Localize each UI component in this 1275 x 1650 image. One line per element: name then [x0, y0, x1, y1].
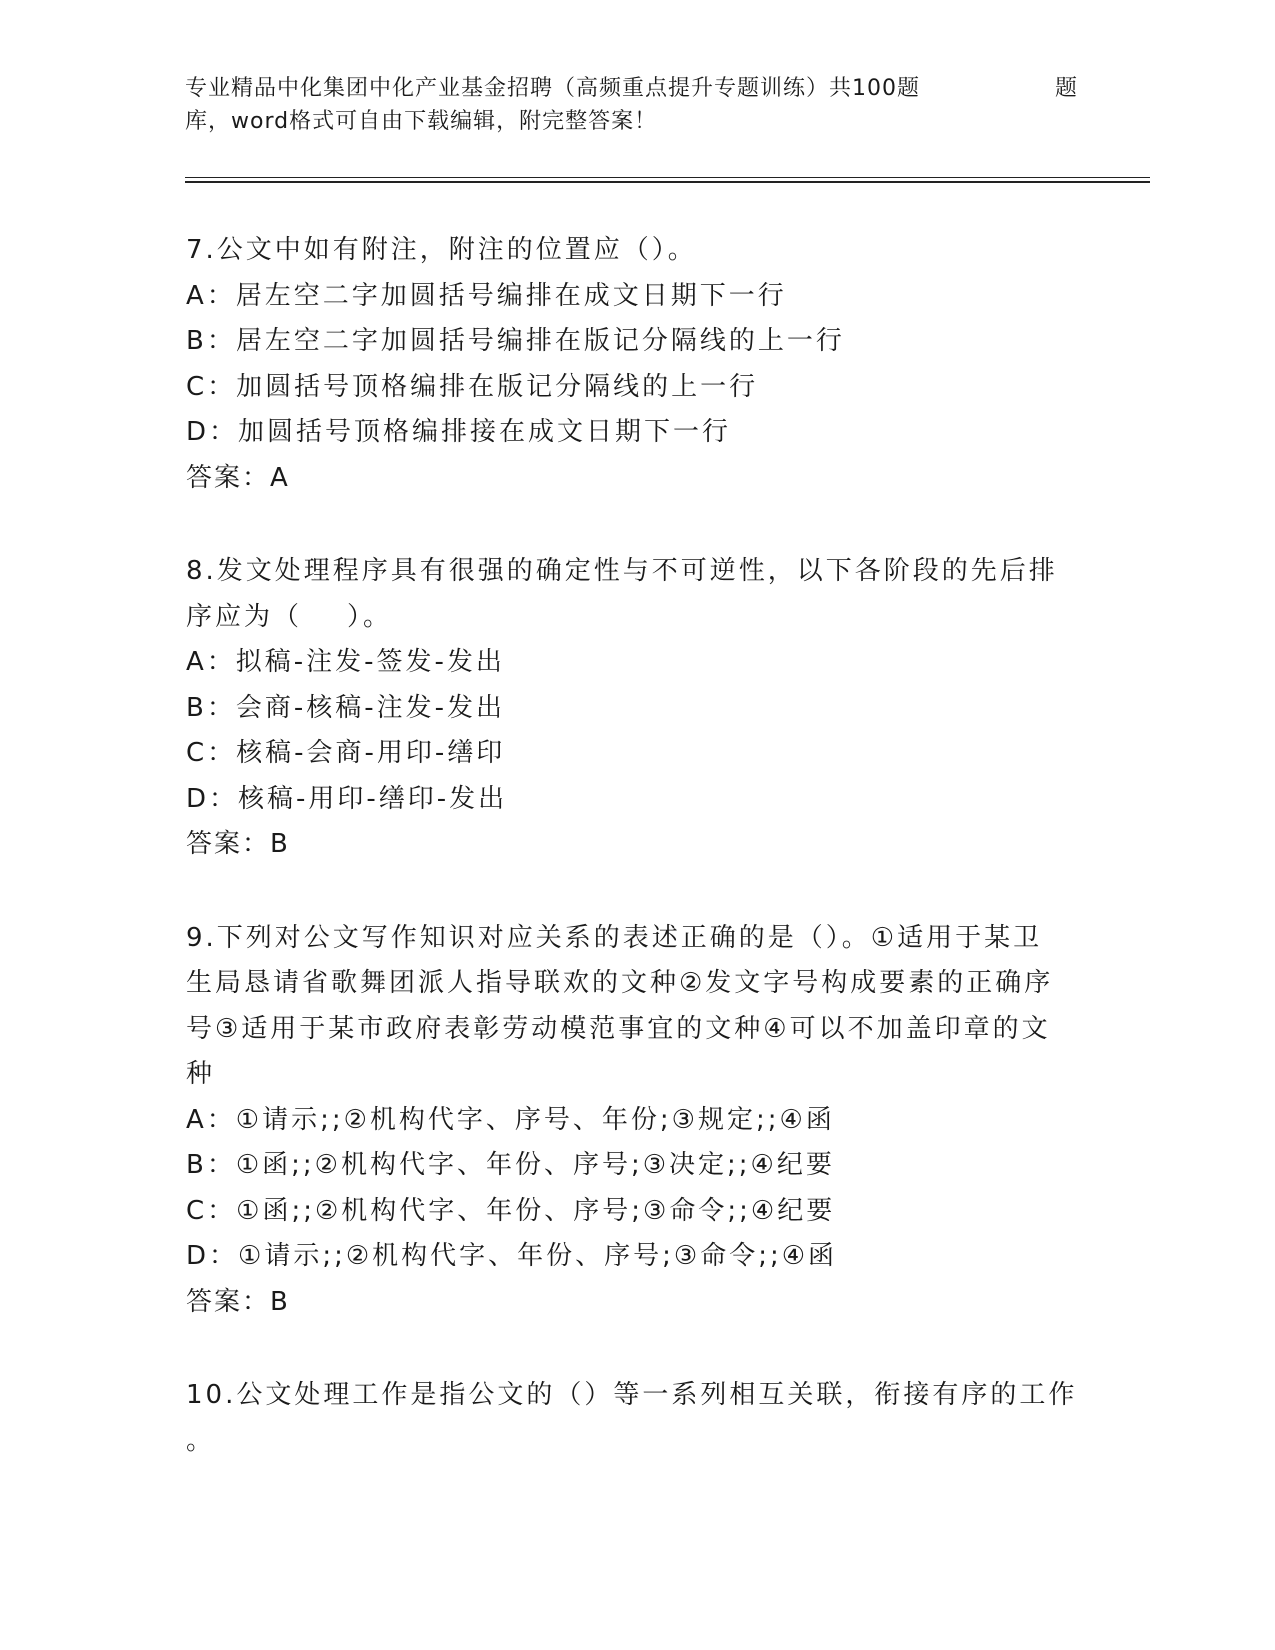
- question-list: [186, 228, 1086, 1512]
- option-b: B：会商-核稿-注发-发出: [186, 692, 505, 723]
- question-stem-line-3: 号③适用于某市政府表彰劳动模范事宜的文种④可以不加盖印章的文: [186, 1013, 1051, 1044]
- question-stem-line-2: 生局恳请省歌舞团派人指导联欢的文种②发文字号构成要素的正确序: [186, 968, 1054, 998]
- question-stem-line-1: 8.发文处理程序具有很强的确定性与不可逆性，以下各阶段的先后排: [186, 556, 1058, 586]
- header-line-2: 库，word格式可自由下载编辑，附完整答案！: [185, 109, 658, 134]
- header-divider-thin: [185, 177, 1150, 178]
- option-d: D：加圆括号顶格编排接在成文日期下一行: [186, 417, 732, 447]
- question-stem-line-2: 序应为（ ）。: [186, 601, 393, 632]
- question-9: [186, 916, 1086, 1326]
- question-7: [186, 228, 1086, 501]
- option-b: B：①函;;②机构代字、年份、序号;③决定;;④纪要: [186, 1150, 835, 1180]
- option-c: C：①函;;②机构代字、年份、序号;③命令;;④纪要: [186, 1195, 836, 1226]
- option-c: C：加圆括号顶格编排在版记分隔线的上一行: [186, 371, 759, 402]
- option-a: A：①请示;;②机构代字、序号、年份;③规定;;④函: [186, 1104, 835, 1135]
- option-a: A：居左空二字加圆括号编排在成文日期下一行: [186, 280, 787, 311]
- header-title-text: 专业精品中化集团中化产业基金招聘（高频重点提升专题训练）共100题: [185, 76, 920, 101]
- answer-text: 答案：B: [186, 1286, 290, 1317]
- header-divider-thick: [185, 181, 1150, 183]
- option-d: D：①请示;;②机构代字、年份、序号;③命令;;④函: [186, 1241, 838, 1271]
- question-stem-line-1: 10.公文处理工作是指公文的（）等一系列相互关联，衔接有序的工作: [186, 1380, 1078, 1410]
- question-stem-line-1: 9.下列对公文写作知识对应关系的表述正确的是（）。①适用于某卫: [186, 922, 1043, 953]
- document-header: [185, 72, 1085, 138]
- question-8: [186, 549, 1086, 868]
- question-10: [186, 1373, 1086, 1464]
- question-stem-line-2: 。: [186, 1425, 216, 1456]
- option-b: B：居左空二字加圆括号编排在版记分隔线的上一行: [186, 326, 845, 356]
- question-stem-line-4: 种: [186, 1059, 216, 1089]
- header-title-tail: 题: [1055, 76, 1079, 101]
- option-c: C：核稿-会商-用印-缮印: [186, 738, 506, 768]
- option-a: A：拟稿-注发-签发-发出: [186, 647, 505, 677]
- option-d: D：核稿-用印-缮印-发出: [186, 783, 508, 814]
- answer-text: 答案：B: [186, 829, 290, 859]
- answer-text: 答案：A: [186, 462, 290, 493]
- question-stem: 7.公文中如有附注，附注的位置应（）。: [186, 235, 697, 265]
- header-line-1: [185, 72, 1085, 105]
